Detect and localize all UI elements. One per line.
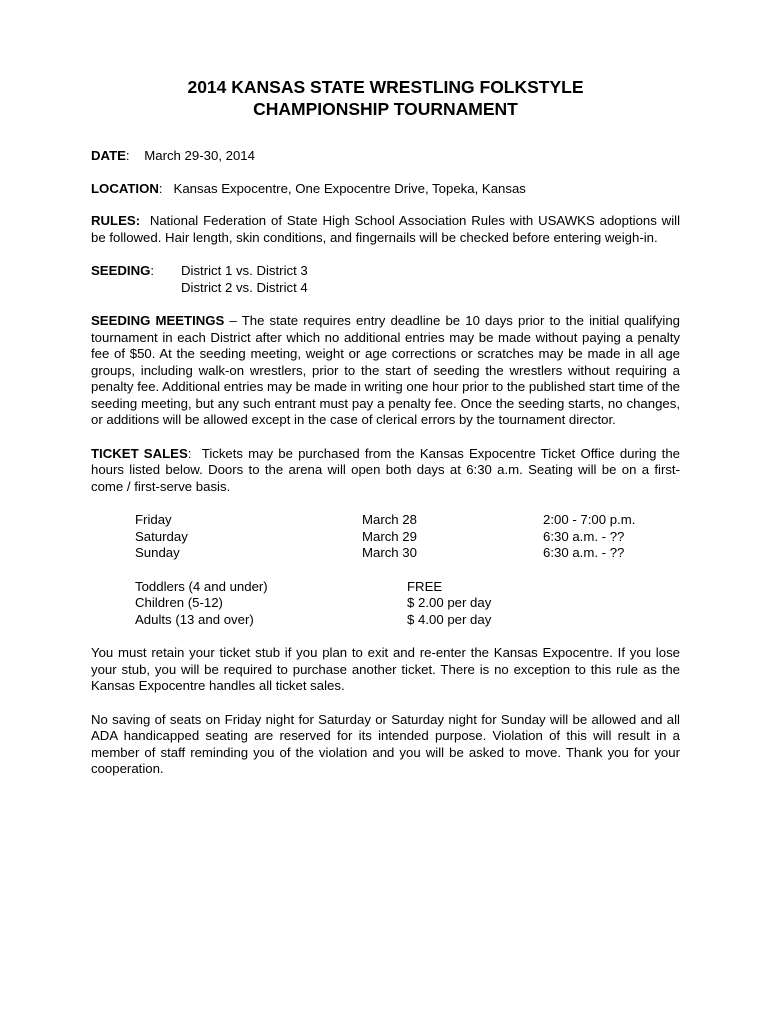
schedule-date: March 29 [362,528,417,544]
ticket-schedule [135,512,680,562]
date-section: DATE: March 29-30, 2014 [91,148,255,163]
date-value: March 29-30, 2014 [144,148,255,163]
location-label: LOCATION [91,180,159,196]
document-page [91,76,680,795]
seeding-meetings-text: – The state requires entry deadline be 10 days prior to the initial qualifying tournament in each District after which no additional entries may be made without paying a penalty fee of $50. At the seeding meeting, weight or age corrections or scratches may be made in all age groups, including walk-on wrestlers, prior to the start of seeding the wrestlers without requiring a penalty fee. Additional entries may be made in writing one hour prior to the published start time of the seeding meeting, but any such entrant must pay a penalty fee. Once the seeding starts, no changes, or additions will be allowed except in the case of clerical errors by the tournament director. [91,313,680,427]
price-row [135,579,680,596]
schedule-row [135,512,680,529]
seeding-meetings-section [91,313,680,429]
ticket-sales-label: TICKET SALES [91,445,188,461]
ticket-sales-section: TICKET SALES: Tickets may be purchased from the Kansas Expocentre Ticket Office during the hours listed below. Doors to the arena will open both days at 6:30 a.m. Seating will be on a first-come / first-serve basis. [91,445,680,494]
price-row [135,595,680,612]
seeding-label: SEEDING [91,263,151,278]
title-line-1: 2014 KANSAS STATE WRESTLING FOLKSTYLE [187,77,584,97]
ticket-stub-note: You must retain your ticket stub if you plan to exit and re-enter the Kansas Expocentre. If you lose your stub, you will be required to purchase another ticket. There is no exception to this rule as the Kansas Expocentre handles all ticket sales. [91,645,680,693]
seeding-label-col: SEEDING: [91,263,155,278]
price-value: FREE [407,578,443,594]
seeding-pairings [181,263,308,296]
page-title [91,76,680,120]
ticket-prices [135,579,680,629]
date-label: DATE [91,148,126,163]
rules-section [91,213,680,246]
rules-label: RULES: [91,213,141,228]
schedule-hours: 6:30 a.m. - ?? [543,545,625,560]
schedule-day: Sunday [135,545,180,560]
seating-note: No saving of seats on Friday night for Saturday or Saturday night for Sunday will be allowed and all ADA handicapped seating are reserved for its intended purpose. Violation of this will result in a member of staff reminding you of the violation and you will be asked to move. Thank you for your cooperation. [91,711,680,776]
schedule-day: Saturday [135,528,188,544]
location-value: Kansas Expocentre, One Expocentre Drive, Topeka, Kansas [173,180,526,196]
seeding-meetings-label: SEEDING MEETINGS [91,313,225,328]
schedule-hours: 6:30 a.m. - ?? [543,528,625,544]
rules-text: National Federation of State High School Association Rules with USAWKS adoptions will be followed. Hair length, skin conditions, and fingernails will be checked before entering weigh-in. [91,213,680,245]
price-value: $ 2.00 per day [407,595,492,610]
seeding-pairing: District 2 vs. District 4 [181,279,308,295]
location-section: LOCATION: Kansas Expocentre, One Expocentre Drive, Topeka, Kansas [91,180,526,196]
schedule-date: March 30 [362,545,417,560]
schedule-row [135,545,680,562]
schedule-row [135,529,680,546]
price-value: $ 4.00 per day [407,611,492,627]
schedule-day: Friday [135,512,172,527]
seeding-pairing: District 1 vs. District 3 [181,263,308,278]
price-row [135,612,680,629]
schedule-date: March 28 [362,512,417,527]
price-group: Children (5-12) [135,595,223,610]
ticket-sales-text: Tickets may be purchased from the Kansas Expocentre Ticket Office during the hours listed below. Doors to the arena will open both days at 6:30 a.m. Seating will be on a first-come / first-serve basis. [91,445,680,494]
price-group: Adults (13 and over) [135,611,254,627]
price-group: Toddlers (4 and under) [135,578,268,594]
seeding-section [91,263,680,296]
title-line-2: CHAMPIONSHIP TOURNAMENT [253,99,518,119]
schedule-hours: 2:00 - 7:00 p.m. [543,512,636,527]
